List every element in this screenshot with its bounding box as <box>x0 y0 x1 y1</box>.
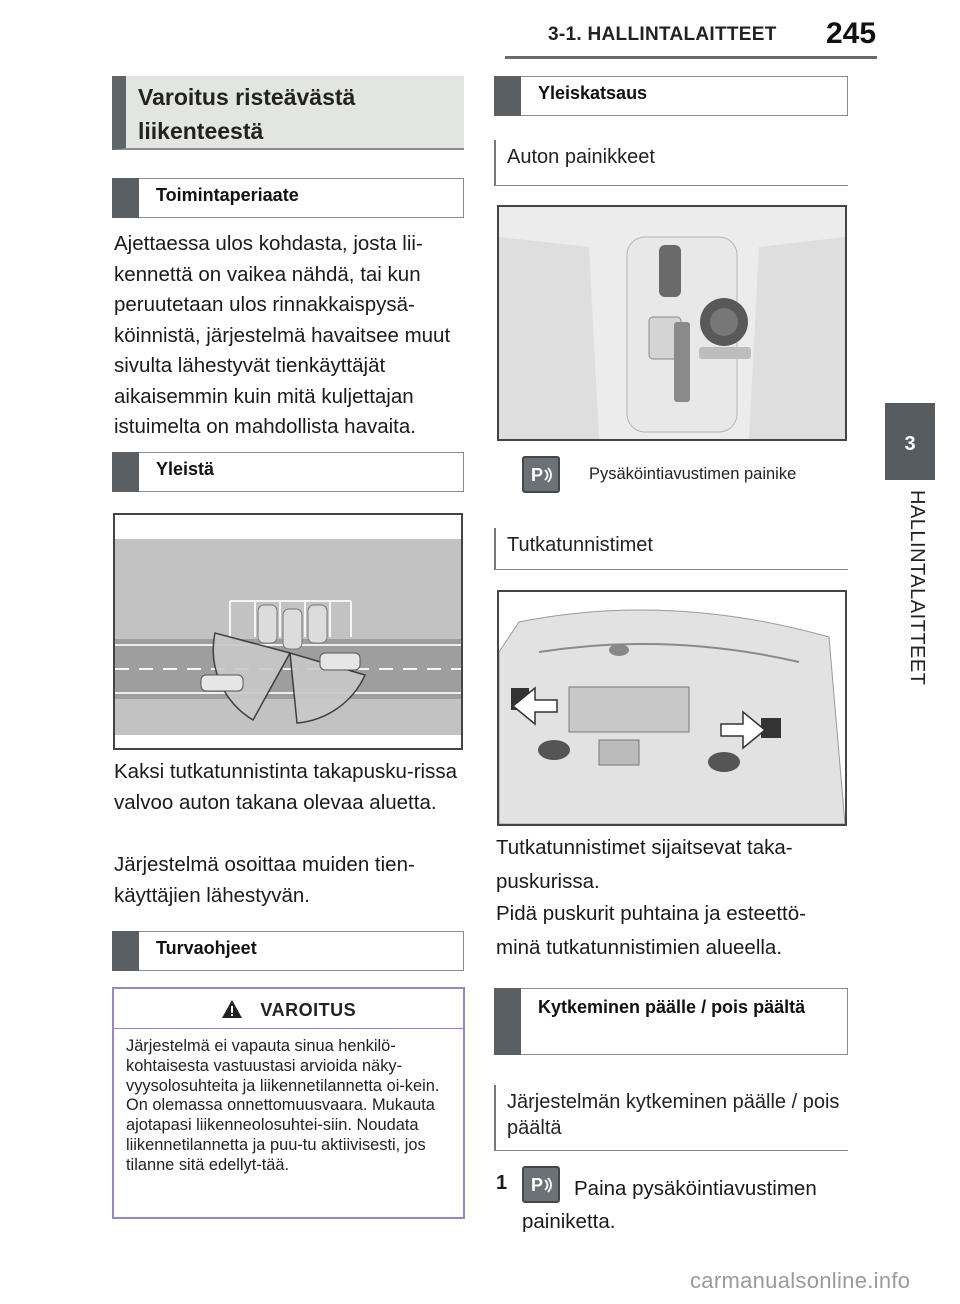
subheading-safety <box>112 931 464 971</box>
sensors-paragraph-1: Tutkatunnistimet sijaitsevat taka-puskurissa. <box>496 836 793 893</box>
subheading-overview <box>494 76 848 116</box>
center-console-figure <box>497 205 847 441</box>
warning-text: Järjestelmä ei vapauta sinua henkilö-kohtaisesta vastuustasi arvioida näky-vyysolosuhteita ja liikennetilannetta oi-kein. On olemassa onnettomuusvaara. Mukauta ajotapasi liikenneolosuhtei-siin. Noudata liikennetilannetta ja puu-tu aktiivisesti, jos tilanne sitä edellyt-tää. <box>126 1037 440 1174</box>
watermark: carmanualsonline.info <box>690 1268 911 1293</box>
subheading-switch <box>494 988 848 1055</box>
subheading-general <box>112 452 464 492</box>
section-title: Varoitus risteävästä liikenteestä <box>112 76 464 150</box>
header-section-title: 3-1. HALLINTALAITTEET <box>548 24 777 45</box>
step-1 <box>496 1166 856 1246</box>
subheading-switch-label: Kytkeminen päälle / pois päältä <box>538 997 806 1017</box>
subheading-general-label: Yleistä <box>156 459 215 479</box>
minihead-switch-system: Järjestelmän kytkeminen päälle / pois päältä <box>494 1085 848 1151</box>
subheading-principle <box>112 178 464 218</box>
rear-bumper-svg <box>499 592 845 824</box>
subheading-overview-label: Yleiskatsaus <box>538 83 648 103</box>
rear-bumper-figure <box>497 590 847 826</box>
parking-button-legend <box>522 456 862 496</box>
warning-box <box>112 987 465 1219</box>
step-1-number: 1 <box>496 1172 508 1194</box>
center-console-svg <box>499 207 845 439</box>
general-paragraph-2: Järjestelmä osoittaa muiden tien-käyttäjien lähestyvän. <box>114 853 415 907</box>
page-number: 245 <box>826 17 877 50</box>
warning-title: VAROITUS <box>260 1000 357 1020</box>
minihead-buttons: Auton painikkeet <box>494 140 848 186</box>
cross-traffic-svg <box>115 515 461 748</box>
warning-header <box>114 989 463 1029</box>
parking-button-label: Pysäköintiavustimen painike <box>589 465 797 483</box>
header-rule <box>505 56 877 59</box>
parking-assist-icon <box>522 456 560 493</box>
subheading-principle-label: Toimintaperiaate <box>156 185 299 205</box>
step-1-text: Paina pysäköintiavustimen painiketta. <box>522 1177 817 1233</box>
warning-triangle-icon <box>221 999 243 1019</box>
svg-text:P: P <box>531 465 544 486</box>
svg-text:P: P <box>531 1175 544 1196</box>
page-header <box>0 0 960 62</box>
chapter-name: HALLINTALAITTEET <box>906 490 928 686</box>
principle-paragraph: Ajettaessa ulos kohdasta, josta lii-kennettä on vaikea nähdä, tai kun peruutetaan ulos rinnakkaispysä-köinnistä, järjestelmä havaitsee muut sivulta lähestyvät tienkäyttäjät aikaisemmin kuin mitä kuljettajan istuimelta on mahdollista havaita. <box>114 232 451 438</box>
minihead-sensors: Tutkatunnistimet <box>494 528 848 570</box>
chapter-tab: 3 <box>885 403 935 480</box>
sensors-paragraph-2: Pidä puskurit puhtaina ja esteettö-minä tutkatunnistimien alueella. <box>496 902 806 959</box>
parking-assist-glyph <box>526 460 556 490</box>
cross-traffic-diagram <box>113 513 463 750</box>
subheading-safety-label: Turvaohjeet <box>156 938 257 958</box>
general-paragraph-1: Kaksi tutkatunnistinta takapusku-rissa valvoo auton takana olevaa aluetta. <box>114 760 457 814</box>
